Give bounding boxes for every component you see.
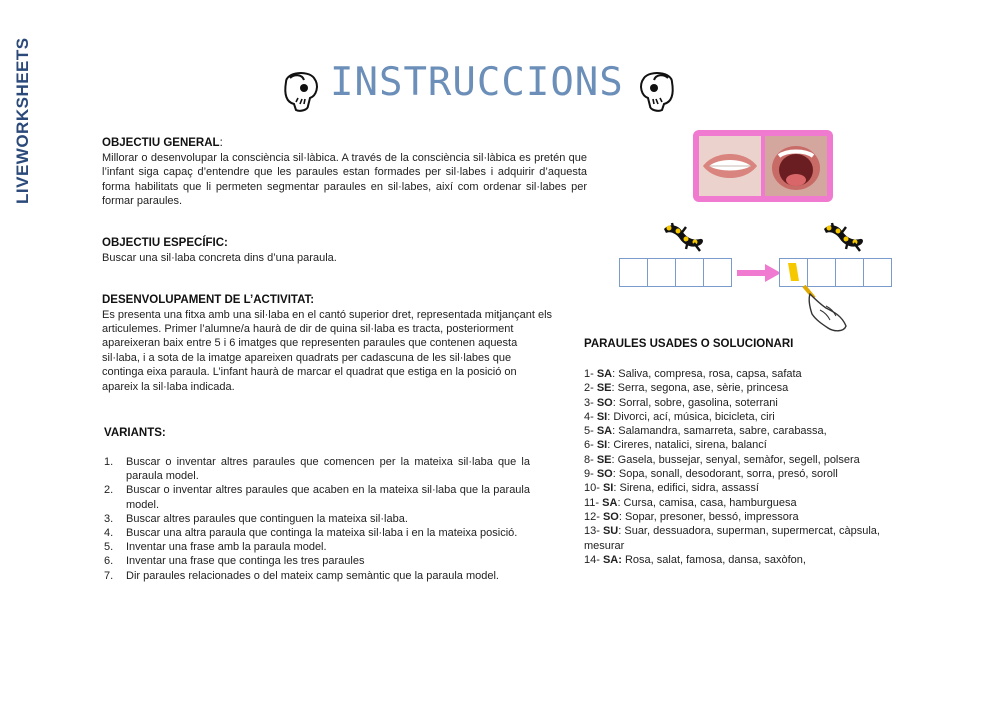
hand-writing-icon bbox=[800, 282, 850, 334]
syllable-box bbox=[647, 258, 676, 287]
list-item: 6- SI: Cireres, natalici, sirena, balancí bbox=[584, 439, 767, 452]
objectiu-especific-text: Buscar una sil·laba concreta dins d’una paraula. bbox=[102, 252, 337, 264]
list-item: 14- SA: Rosa, salat, famosa, dansa, saxòfon, bbox=[584, 553, 806, 566]
brand-name: LIVEWORKSHEETS bbox=[13, 37, 32, 204]
list-item: 7. Dir paraules relacionades o del mateix camp semàntic que la paraula model. bbox=[104, 569, 499, 582]
list-item: 1- SA: Saliva, compresa, rosa, capsa, safata bbox=[584, 368, 802, 380]
variants-heading: VARIANTS: bbox=[104, 427, 166, 439]
salamander-icon bbox=[660, 219, 706, 255]
desenvolupament-text-line1: Es presenta una fitxa amb una sil·laba en el cantó superior dret, representada mitjançant els bbox=[102, 309, 553, 321]
list-item: 5. Inventar una frase amb la paraula model. bbox=[104, 541, 327, 554]
list-item: 3- SO: Sorral, sobre, gasolina, soterrani bbox=[584, 396, 778, 409]
paraules-list bbox=[584, 367, 914, 567]
salamander-icon bbox=[820, 219, 866, 255]
arrow-right-icon bbox=[737, 264, 781, 282]
list-item: 8- SE: Gasela, bussejar, senyal, semàfor, segell, polsera bbox=[584, 453, 860, 466]
list-item: 3. Buscar altres paraules que continguen la mateixa sil·laba. bbox=[104, 512, 408, 525]
list-item: 4- SI: Divorci, ací, música, bicicleta, ciri bbox=[584, 410, 775, 423]
syllable-box bbox=[863, 258, 892, 287]
objectiu-especific-heading: OBJECTIU ESPECÍFIC: bbox=[102, 237, 228, 249]
variants-list bbox=[104, 455, 530, 583]
list-item: 11- SA: Cursa, camisa, casa, hamburguesa bbox=[584, 496, 797, 509]
list-item: 2. Buscar o inventar altres paraules que acaben en la mateixa sil·laba que la paraula model. bbox=[104, 484, 530, 511]
list-item: 2- SE: Serra, segona, ase, sèrie, princesa bbox=[584, 382, 789, 395]
mouth-smile-image bbox=[699, 136, 761, 196]
brand-logo bbox=[2, 4, 32, 204]
syllable-box bbox=[703, 258, 732, 287]
list-item: 5- SA: Salamandra, samarreta, sabre, carabassa, bbox=[584, 425, 827, 438]
desenvolupament-heading: DESENVOLUPAMENT DE L’ACTIVITAT: bbox=[102, 294, 315, 306]
paraules-heading: PARAULES USADES O SOLUCIONARI bbox=[584, 338, 794, 350]
page-title: INSTRUCCIONS bbox=[330, 60, 624, 105]
articuleme-frame bbox=[693, 130, 833, 202]
list-item: 9- SO: Sopa, sonall, desodorant, sorra, presó, soroll bbox=[584, 468, 838, 481]
objectiu-general-text: Millorar o desenvolupar la consciència sil·làbica. A través de la consciència sil·làbica es pretén que l’infant siga capaç d’entendre que les paraules estan formades per sil·labes i adquirir d’aquesta forma habilitats que li permeten segmentar paraules en sil·labes, així com ordenar sil·labes per formar paraules. bbox=[102, 152, 587, 208]
list-item: 6. Inventar una frase que continga les tres paraules bbox=[104, 555, 365, 568]
skull-icon bbox=[636, 68, 680, 114]
objectiu-general-heading: OBJECTIU GENERAL: bbox=[102, 137, 223, 149]
syllable-box bbox=[675, 258, 704, 287]
syllable-box bbox=[619, 258, 648, 287]
syllable-boxes-left bbox=[619, 258, 731, 287]
desenvolupament-text: articulemes. Primer l’alumne/a haurà de dir de quina sil·laba es tracta, posteriorment apareixeran baix entre 5 i 6 imatges que representen paraules que contenen aquesta sil·laba, i a sota de la imatge apareixen quadrats per cadascuna de les sil·labes que continga eixa paraula. L’infant haurà de marcar el quadrat que estiga en la posició on apareix la sil·laba indicada. bbox=[102, 323, 518, 393]
list-item: 10- SI: Sirena, edifici, sidra, assassí bbox=[584, 482, 759, 495]
list-item: 1. Buscar o inventar altres paraules que comencen per la mateixa sil·laba que la paraula model. bbox=[104, 456, 530, 483]
list-item: 13- SU: Suar, dessuadora, superman, supermercat, càpsula, mesurar bbox=[584, 525, 880, 552]
skull-icon bbox=[278, 68, 322, 114]
list-item: 12- SO: Sopar, presoner, bessó, impressora bbox=[584, 510, 799, 523]
list-item: 4. Buscar una altra paraula que continga la mateixa sil·laba i en la mateixa posició. bbox=[104, 527, 518, 540]
mouth-open-image bbox=[765, 136, 827, 196]
